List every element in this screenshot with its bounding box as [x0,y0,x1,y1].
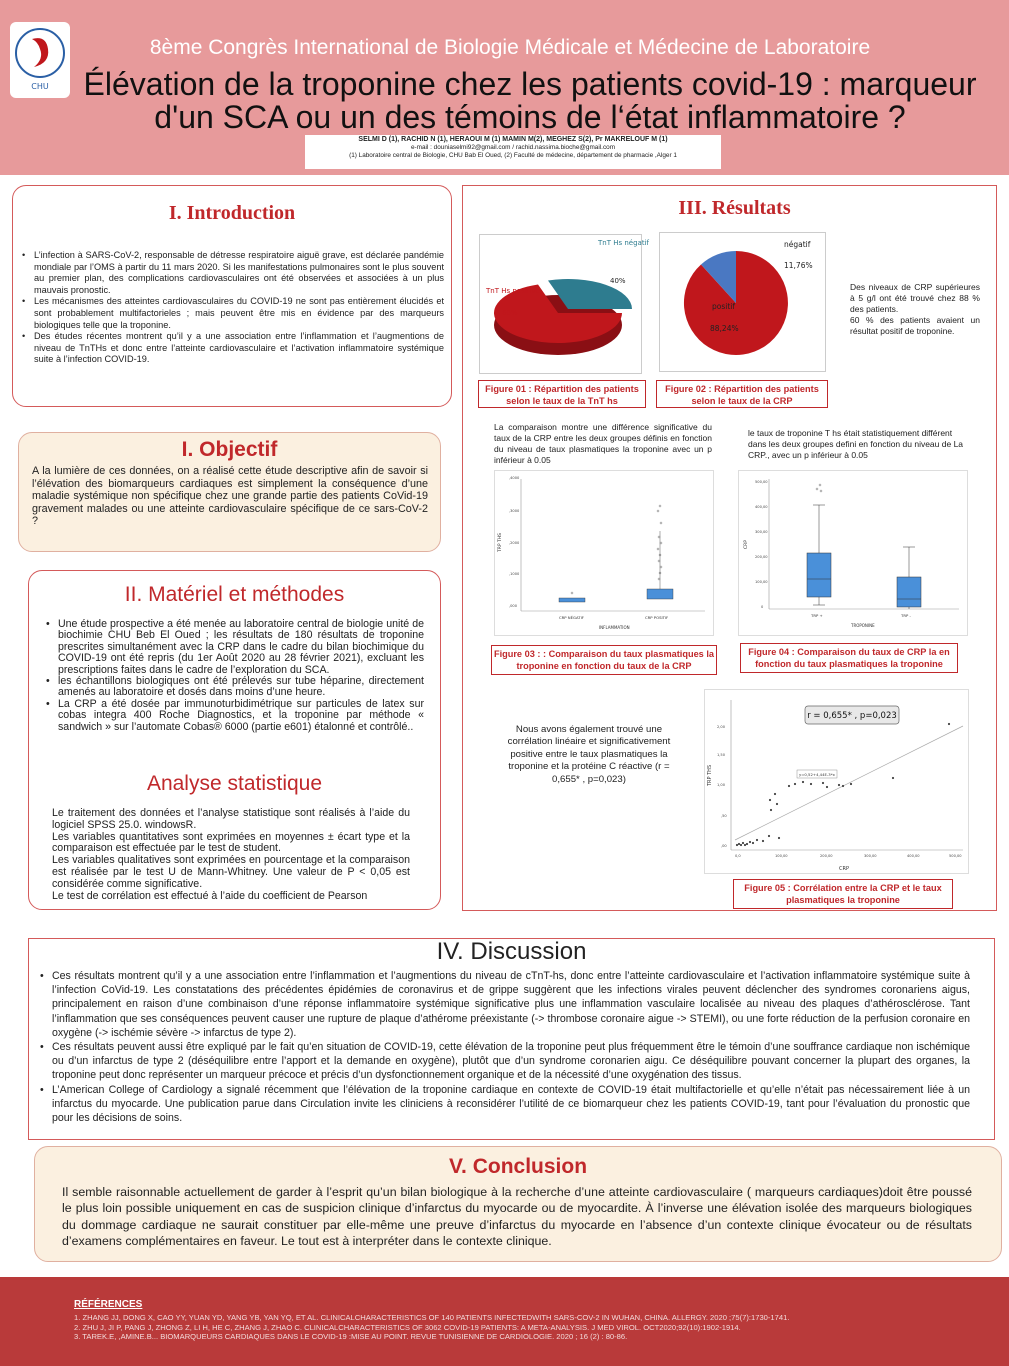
correlation-text [496,724,682,786]
discussion-list [38,969,970,1125]
fig3-ytick: ,4000 [509,476,520,480]
introduction-list [20,250,444,366]
references-list [74,1313,974,1342]
email: e-mail : douniaselmi92@gmail.com / rachid.nassima.bioche@gmail.com [410,144,616,151]
fig5-ytick: 1,00 [717,783,726,787]
pie1-value-pos: 60% [502,309,518,317]
correlation-description: Nous avons également trouvé une corrélation linéaire et significativement positive entre le taux plasmatiques la troponine et la protéine C réactive (r = 0,655* , p=0,023) [507,724,671,785]
objectif-text: A la lumière de ces données, on a réalisé cette étude descriptive afin de savoir si l’élévation des biomarqueurs cardiaques est simplement la conséquence d’une maladie systémique non spécifique chez une grande partie des patients CoVid-19 gravement malades ou une atteinte cardiovasculaire spécifique de ce sars-CoV-2 ? [32,465,428,528]
pie1-label-neg: TnT Hs négatif [598,239,649,247]
authors-box [305,135,721,169]
figure-5-caption: Figure 05 : Corrélation entre la CRP et le taux plasmatiques la troponine [733,879,953,909]
fig5-ytick: ,50 [721,814,727,818]
pie1-value-neg: 40% [610,277,626,285]
stat-line: Les variables quantitatives sont exprimées en moyennes ± écart type et la comparaison est effectuée par le test de student. [52,830,410,855]
fig3-ytick: ,2000 [509,541,520,545]
fig3-ytick: ,1000 [509,572,520,576]
fig3-box-neg [559,598,585,602]
figure-1-chart [479,234,649,374]
fig4-ytick: 200,00 [755,555,768,559]
pie2-value-pos: 88,24% [710,324,739,333]
figure-3-chart [494,470,714,636]
list-item: • Ces résultats peuvent aussi être expliqué par le fait qu’en situation de COVID-19, cette élévation de la troponine peut plus fréquemment être le témoin d’une souffrance cardiaque non ischémique ou d’un infarctus de type 2 (déséquilibre entre l’apport et la demande en oxygène), plutôt que d’un syndrome coronarien aigu. Ce déséquilibre pouvant concerner la plupart des organes, la troponine peut donc représenter un marqueur précoce et précis d’un dysfonctionnement organique et de la nécessité d’une oxygénation des tissus. [38,1040,970,1083]
fig4-box-pos [807,553,831,597]
comparison-text-2: le taux de troponine T hs était statistiquement différent dans les deux groupes defini en fonction du niveau de La CRP., avec un p inférieur à 0.05 [748,428,964,460]
pie2-label-neg: négatif [784,240,811,249]
list-item: • les échantillons biologiques ont été prélevés sur tube héparine, directement amenés au laboratoire et dosés dans moins d’une heure. [44,676,424,699]
scatter-crp-troponine [705,690,970,875]
fig5-xtick: 100,00 [775,854,788,858]
fig3-ylabel: TRP THS [498,532,503,552]
logo [10,22,70,98]
fig5-xtick: 400,00 [907,854,920,858]
crp-summary: Des niveaux de CRP supérieures à 5 g/l ont été trouvé chez 88 % des patients. 60 % des patients avaient un résultat positif de troponine. [850,282,980,336]
svg-text:CHU: CHU [31,82,49,91]
fig3-outliers [571,505,662,594]
fig4-ytick: 300,00 [755,530,768,534]
fig3-ytick: ,000 [509,604,518,608]
fig4-ytick: 400,00 [755,505,768,509]
pie-chart-tnt [480,235,649,375]
fig5-xtick: 300,00 [864,854,877,858]
fig4-ytick: 0 [761,605,764,609]
discussion-title: IV. Discussion [436,938,587,965]
congress-name: 8ème Congrès International de Biologie Médicale et Médecine de Laboratoire [149,36,871,59]
figure-5-chart [704,689,969,874]
fig3-xlabel: INFLAMMATION [599,625,630,630]
figure-2-caption: Figure 02 : Répartition des patients selon le taux de la CRP [656,380,828,408]
fig4-box-neg [897,577,921,607]
figure-4-caption: Figure 04 : Comparaison du taux de CRP la en fonction du taux plasmatiques la troponine [740,643,958,673]
reference-item: 1. ZHANG JJ, DONG X, CAO YY, YUAN YD, YANG YB, YAN YQ, ET AL. CLINICALCHARACTERISTICS OF 140 PATIENTS INFECTEDWITH SARS-COV-2 IN WUHAN, CHINA. ALLERGY. 2020 ;75(7):1730-1741. [74,1313,790,1322]
references-title: RÉFÉRENCES [74,1299,143,1310]
stat-title: Analyse statistique [146,772,323,795]
fig4-ytick: 100,00 [755,580,768,584]
title-line-1: Élévation de la troponine chez les patients covid-19 : marqueur [83,66,977,102]
stat-line: Le traitement des données et l’analyse statistique sont réalisés à l’aide du logiciel SPSS 25.0. windowsR. [52,807,410,831]
fig5-ytick: ,00 [721,844,727,848]
fig4-xcat: TRP + [811,613,823,618]
pie2-value-neg: 11,76% [784,261,813,270]
pie-chart-crp [660,233,827,373]
fig5-fit-line [735,726,963,840]
title-line-2: d'un SCA ou un des témoins de l‘état inflammatoire ? [154,99,906,135]
fig5-ytick: 1,50 [717,753,726,757]
boxplot-crp [739,471,969,637]
fig3-xcat: CRP NÉGATIF [559,615,584,620]
pie2-label-pos: positif [712,302,736,311]
boxplot-troponine [495,471,715,637]
figure-1-caption: Figure 01 : Répartition des patients selon le taux de la TnT hs [478,380,646,408]
figure-4-chart [738,470,968,636]
reference-item: 3. TAREK.E, ,AMINE.B... BIOMARQUEURS CARDIAQUES DANS LE COVID-19 :MISE AU POINT. REVUE TUNISIENNE DE CARDIOLOGIE. 2020 ; 16 (2) : 80-86. [74,1332,628,1342]
fig3-box-pos [647,589,673,599]
figure-2-chart [659,232,826,372]
stat-line: Les variables qualitatives sont exprimées en pourcentage et la comparaison est réalisée par le test U de Mann-Whitney. Une valeur de P < 0,05 est considérée comme significative. [52,854,410,890]
fig5-xtick: 200,00 [820,854,833,858]
list-item: • L’infection à SARS-CoV-2, responsable de détresse respiratoire aiguë grave, est déclarée pandémie mondiale par l’OMS à partir du 11 mars 2020. Si les manifestations pulmonaires sont le plus souvent au premier plan, des complications cardiovasculaires ont été observées et associées à un plus mauvais pronostic. [20,250,444,296]
stat-text [52,808,410,902]
correlation-badge: r = 0,655* , p=0,023 [807,711,897,721]
fig4-xlabel: TROPONINE [851,623,875,628]
methodes-list [44,619,424,733]
fig3-xcat: CRP POSITIF [645,615,669,620]
list-item: • Les mécanismes des atteintes cardiovasculaires du COVID-19 ne sont pas entièrement élucidés et sont probablement multifactorieles ; mais peuvent être mis en évidence par des marqueurs biologiques telle que la troponine. [20,296,444,331]
fig5-points [736,723,950,846]
fig5-fit-label: y=0,52+4,44E-3*x [799,772,835,777]
list-item: • L’American College of Cardiology a signalé récemment que l’élévation de la troponine cardiaque en contexte de COVID-19 était multifactorielle et qu’elle n’était pas nécessairement liée à un infarctus du myocarde. Une publication parue dans Circulation invite les cliniciens à reconsidérer l’utilité de ce biomarqueur chez les patients COVID-19, tant pour l’évaluation du pronostic que pour les décisions de soins. [38,1083,970,1126]
fig3-ytick: ,3000 [509,509,520,513]
conclusion-text: Il semble raisonnable actuellement de garder à l’esprit qu’un bilan biologique à la recherche d’une atteinte cardiovasculaire ( marqueurs cardiaques)doit être poussé le plus loin possible uniquement en cas de suspicion clinique d’infarctus du myocarde ou de myocardite. À l’inverse une élévation isolée des marqueurs biologiques du dommage cardiaque ne saurait constituer par elle-même une preuve d’infarctus du myocarde en l’absence d’un contexte clinique évocateur ou de résultats d’examens complémentaires en faveur. Le tout est à interpréter dans le contexte clinique. [62,1185,972,1249]
reference-item: 2. ZHU J, JI P, PANG J, ZHONG Z, LI H, HE C, ZHANG J, ZHAO C. CLINICALCHARACTERISTICS OF 3062 COVID-19 PATIENTS: A META-ANALYSIS. J MED VIROL. OCT2020;92(10):1902-1914. [74,1322,741,1332]
figure-3-caption: Figure 03 : : Comparaison du taux plasmatiques la troponine en fonction du taux de la CRP [491,645,717,675]
fig5-xtick: 0,0 [735,854,741,858]
pie1-label-pos: TnT Hs positive [486,287,540,295]
fig4-ytick: 500,00 [755,480,768,484]
fig4-outliers [816,484,822,492]
stat-line: Le test de corrélation est effectué à l’aide du coefficient de Pearson [52,889,368,902]
fig5-ytick: 2,00 [717,725,726,729]
list-item: • Une étude prospective a été menée au laboratoire central de biologie unité de biochimie CHU Beb El Oued ; les résultats de 180 résultats de troponine prescrites simultanément avec la CRP dans le cadre du bilan biochimique du COVID-19 ont été repris (du 1er Août 2020 au 28 février 2021), excluant les prescriptions faites dans le cadre de l’exploration du SCA. [44,619,424,676]
conclusion-title: V. Conclusion [448,1155,588,1178]
comparison-text-1: La comparaison montre une différence significative du taux de la CRP entre les deux groupes définis en fonction du niveau de taux plasmatiques la troponine avec un p inférieur à 0.05 [494,422,712,465]
fig4-xcat: TRP - [901,613,911,618]
fig5-ylabel: TRP THS [707,764,713,786]
fig5-xtick: 500,00 [949,854,962,858]
authors: SELMI D (1), RACHID N (1), HERAOUI M (1) MAMIN M(2), MEGHEZ S(2), Pr MAKRELOUF M (1) [358,136,668,143]
methodes-title: II. Matériel et méthodes [124,583,345,606]
fig5-xlabel: CRP [839,866,849,872]
objectif-title: I. Objectif [181,438,278,461]
list-item: • Des études récentes montrent qu’il y a une association entre l’inflammation et l’augmentions de niveau de TnTHs et donc entre l’atteinte cardiovasculaire et l’activation inflammatoire systémique suite à l’infection COVID-19. [20,331,444,366]
resultats-title: III. Résultats [678,197,791,219]
page-title [80,68,980,134]
list-item: • La CRP a été dosée par immunoturbidimétrique sur particules de latex sur cobas integra 400 Roche Diagnostics, et la troponine par méthode « sandwich » sur l’automate Cobas® 6000 (partie e601) étalonné et contrôlé.. [44,699,424,733]
list-item: • Ces résultats montrent qu’il y a une association entre l’inflammation et l’augmentions du niveau de cTnT-hs, donc entre l’atteinte cardiovasculaire et l’activation inflammatoire systémique suite à l’infection CoVid-19. Les constatations des précédentes épidémies de coronavirus et de grippe suggèrent que les infections virales peuvent déclencher des syndromes coronariens aigus, principalement en raison d’une combinaison d’une réponse inflammatoire systémique significative plus une inflammation vasculaire localisée au niveau des plaques d’athérosclérose. Tant l’inflammation que ses conséquences peuvent causer une rupture de plaque d’athérome préexistante (-> thrombose coronaire aigue -> STEMI), ou une forte réduction de la perfusion coronaire en oxygène (-> ischémie sévère -> infarctus de type 2). [38,969,970,1040]
introduction-title: I. Introduction [168,202,296,224]
fig4-ylabel: CRP [744,540,749,549]
affiliations: (1) Laboratoire central de Biologie, CHU Bab El Oued, (2) Faculté de médecine, département de pharmacie ,Alger 1 [349,152,677,159]
